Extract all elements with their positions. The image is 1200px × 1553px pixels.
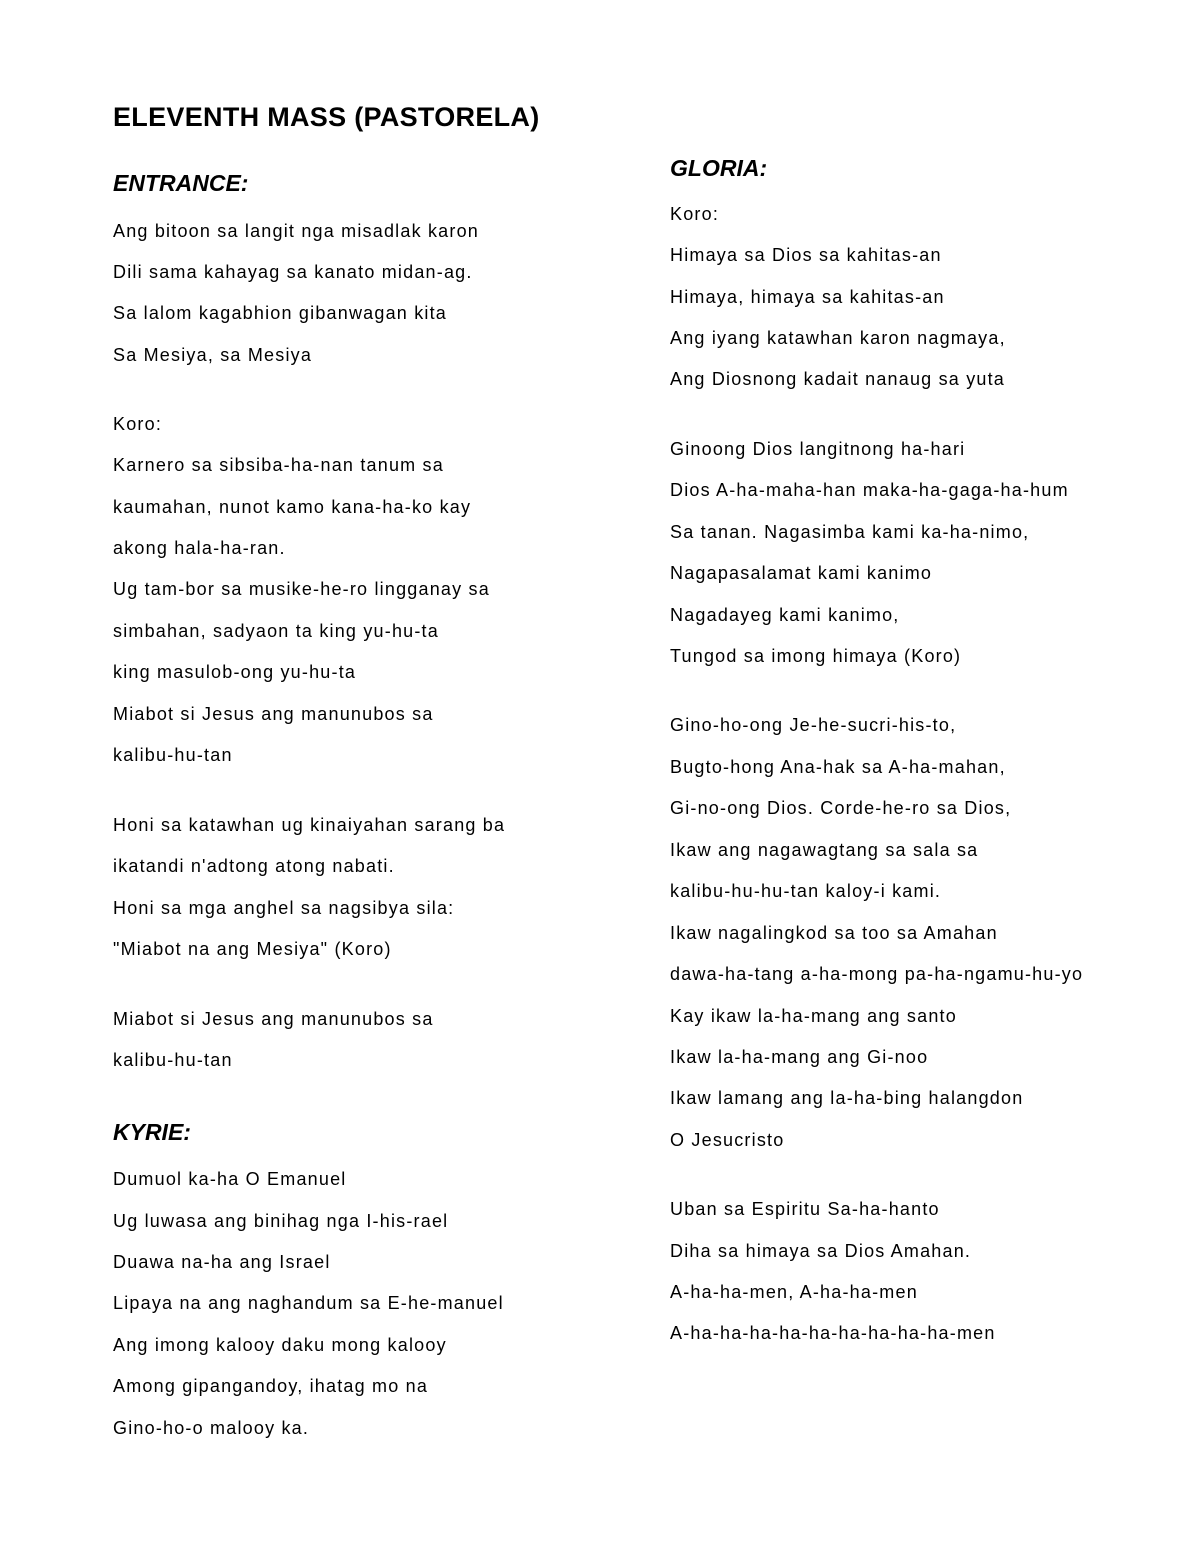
entrance-line: king masulob-ong yu-hu-ta	[113, 662, 357, 682]
entrance-line: Honi sa katawhan ug kinaiyahan sarang ba	[113, 815, 506, 835]
gloria-line: Ginoong Dios langitnong ha-hari	[670, 439, 966, 459]
gloria-line: Tungod sa imong himaya (Koro)	[670, 646, 962, 666]
gloria-line: Sa tanan. Nagasimba kami ka-ha-nimo,	[670, 522, 1030, 542]
gloria-line: Ikaw lamang ang la-ha-bing halangdon	[670, 1088, 1024, 1108]
gloria-line: Ikaw ang nagawagtang sa sala sa	[670, 840, 979, 860]
gloria-line: Diha sa himaya sa Dios Amahan.	[670, 1241, 972, 1261]
kyrie-line: Dumuol ka-ha O Emanuel	[113, 1169, 347, 1189]
entrance-line: simbahan, sadyaon ta king yu-hu-ta	[113, 621, 439, 641]
entrance-heading: ENTRANCE:	[113, 170, 249, 196]
gloria-line: Nagadayeg kami kanimo,	[670, 605, 900, 625]
gloria-line: Ikaw la-ha-mang ang Gi-noo	[670, 1047, 929, 1067]
entrance-line: Miabot si Jesus ang manunubos sa	[113, 1009, 434, 1029]
entrance-line: Dili sama kahayag sa kanato midan-ag.	[113, 262, 473, 282]
entrance-line: Sa Mesiya, sa Mesiya	[113, 345, 313, 365]
gloria-heading: GLORIA:	[670, 155, 768, 181]
kyrie-line: Among gipangandoy, ihatag mo na	[113, 1376, 429, 1396]
kyrie-line: Duawa na-ha ang Israel	[113, 1252, 331, 1272]
gloria-line: Bugto-hong Ana-hak sa A-ha-mahan,	[670, 757, 1006, 777]
kyrie-line: Ug luwasa ang binihag nga I-his-rael	[113, 1211, 449, 1231]
entrance-line: akong hala-ha-ran.	[113, 538, 286, 558]
gloria-line: Ang Diosnong kadait nanaug sa yuta	[670, 369, 1006, 389]
gloria-line: Gi-no-ong Dios. Corde-he-ro sa Dios,	[670, 798, 1012, 818]
gloria-line: Uban sa Espiritu Sa-ha-hanto	[670, 1199, 940, 1219]
gloria-line: O Jesucristo	[670, 1130, 785, 1150]
gloria-line: Ikaw nagalingkod sa too sa Amahan	[670, 923, 998, 943]
gloria-line: Nagapasalamat kami kanimo	[670, 563, 933, 583]
entrance-line: Ang bitoon sa langit nga misadlak karon	[113, 221, 480, 241]
entrance-line: kalibu-hu-tan	[113, 1050, 233, 1070]
entrance-line: kaumahan, nunot kamo kana-ha-ko kay	[113, 497, 472, 517]
entrance-line: Miabot si Jesus ang manunubos sa	[113, 704, 434, 724]
gloria-line: Dios A-ha-maha-han maka-ha-gaga-ha-hum	[670, 480, 1069, 500]
entrance-line: Karnero sa sibsiba-ha-nan tanum sa	[113, 455, 444, 475]
gloria-line: Kay ikaw la-ha-mang ang santo	[670, 1006, 957, 1026]
gloria-line: A-ha-ha-ha-ha-ha-ha-ha-ha-ha-men	[670, 1323, 996, 1343]
entrance-line: Honi sa mga anghel sa nagsibya sila:	[113, 898, 455, 918]
kyrie-line: Gino-ho-o malooy ka.	[113, 1418, 310, 1438]
gloria-line: Himaya sa Dios sa kahitas-an	[670, 245, 942, 265]
kyrie-heading: KYRIE:	[113, 1119, 191, 1145]
gloria-line: Ang iyang katawhan karon nagmaya,	[670, 328, 1006, 348]
gloria-line: dawa-ha-tang a-ha-mong pa-ha-ngamu-hu-yo	[670, 964, 1084, 984]
kyrie-line: Ang imong kalooy daku mong kalooy	[113, 1335, 447, 1355]
gloria-line: Gino-ho-ong Je-he-sucri-his-to,	[670, 715, 957, 735]
entrance-line: "Miabot na ang Mesiya" (Koro)	[113, 939, 392, 959]
kyrie-line: Lipaya na ang naghandum sa E-he-manuel	[113, 1293, 504, 1313]
entrance-line: Koro:	[113, 414, 163, 434]
entrance-line: kalibu-hu-tan	[113, 745, 233, 765]
gloria-line: Himaya, himaya sa kahitas-an	[670, 287, 945, 307]
entrance-line: Sa lalom kagabhion gibanwagan kita	[113, 303, 448, 323]
gloria-line: kalibu-hu-hu-tan kaloy-i kami.	[670, 881, 942, 901]
gloria-line: Koro:	[670, 204, 720, 224]
entrance-line: ikatandi n'adtong atong nabati.	[113, 856, 395, 876]
gloria-line: A-ha-ha-men, A-ha-ha-men	[670, 1282, 918, 1302]
document-title: ELEVENTH MASS (PASTORELA)	[113, 102, 540, 132]
entrance-line: Ug tam-bor sa musike-he-ro lingganay sa	[113, 579, 490, 599]
